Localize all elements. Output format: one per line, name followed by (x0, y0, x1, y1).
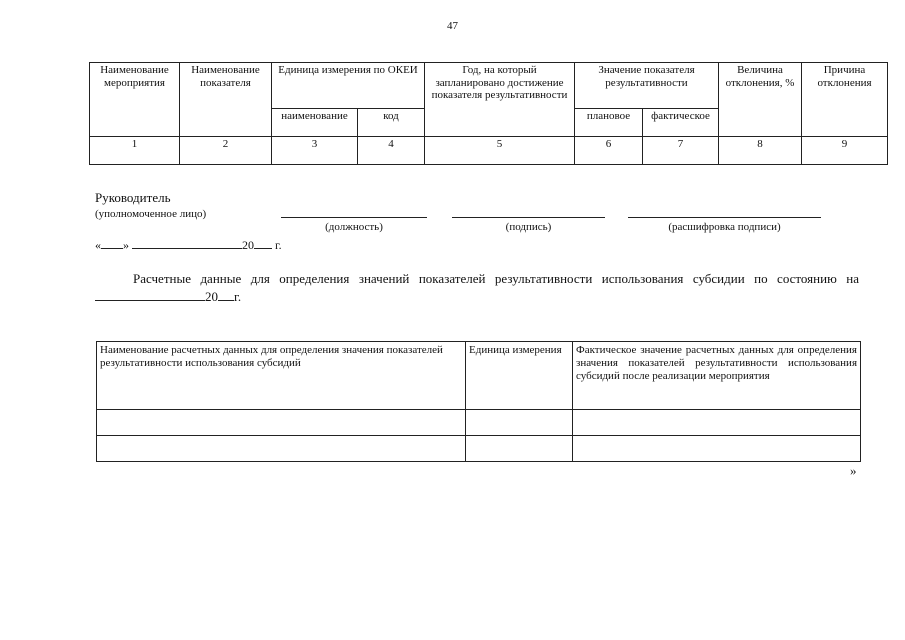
header-calc-name: Наименование расчетных данных для определения значения показателей результативности использования субсидий (97, 342, 466, 410)
closing-quote: » (850, 463, 857, 478)
calc-year-suffix: г. (234, 289, 242, 304)
day-blank (101, 236, 123, 249)
month-blank (132, 236, 242, 249)
table-cell (97, 410, 466, 436)
page-number: 47 (447, 20, 458, 32)
header-deviation-reason: Причина отклонения (802, 63, 888, 137)
decode-caption: (расшифровка подписи) (668, 221, 781, 233)
sign-line (452, 217, 605, 218)
date-open-quote: « (95, 238, 101, 252)
header-value-actual: фактическое (643, 109, 719, 137)
column-number: 9 (802, 137, 888, 165)
header-calc-unit: Единица измерения (466, 342, 573, 410)
column-number: 1 (90, 137, 180, 165)
indicator-results-table (89, 62, 888, 165)
signature-block (95, 190, 895, 250)
header-planned-year: Год, на который запланировано достижение показателя результативности (425, 63, 575, 137)
column-number: 6 (575, 137, 643, 165)
column-numbers-row (90, 137, 888, 165)
signature-title: Руководитель (95, 190, 171, 205)
header-value-planned: плановое (575, 109, 643, 137)
column-number: 7 (643, 137, 719, 165)
header-unit-code: код (358, 109, 425, 137)
header-deviation: Величина отклонения, % (719, 63, 802, 137)
year-prefix: 20 (242, 238, 254, 252)
position-caption: (должность) (325, 221, 383, 233)
decode-line (628, 217, 821, 218)
header-unit-okei: Единица измерения по ОКЕИ (272, 63, 425, 109)
position-line (281, 217, 427, 218)
table-cell (573, 410, 861, 436)
column-number: 8 (719, 137, 802, 165)
header-indicator-value: Значение показателя результативности (575, 63, 719, 109)
date-blank (95, 288, 205, 301)
header-event-name: Наименование мероприятия (90, 63, 180, 137)
table-row (97, 410, 861, 436)
year-suffix: г. (275, 238, 282, 252)
column-number: 5 (425, 137, 575, 165)
column-number: 2 (180, 137, 272, 165)
date-close-quote: » (123, 238, 129, 252)
table-cell (466, 436, 573, 462)
calc-paragraph-text: Расчетные данные для определения значений показателей результативности использования субсидии по состоянию на (133, 271, 859, 286)
column-number: 4 (358, 137, 425, 165)
table-row (97, 436, 861, 462)
table-cell (573, 436, 861, 462)
column-number: 3 (272, 137, 358, 165)
calc-data-table (96, 341, 861, 462)
header-unit-name: наименование (272, 109, 358, 137)
calc-year-blank (218, 288, 234, 301)
table-cell (466, 410, 573, 436)
year-blank (254, 236, 272, 249)
calc-year-prefix: 20 (205, 289, 218, 304)
signature-date (95, 236, 282, 253)
header-calc-actual: Фактическое значение расчетных данных для определения значения показателей результативности использования субсидий после реализации мероприятия (573, 342, 861, 410)
header-indicator-name: Наименование показателя (180, 63, 272, 137)
signature-subtitle: (уполномоченное лицо) (95, 208, 207, 220)
calc-data-paragraph (95, 270, 859, 306)
table-cell (97, 436, 466, 462)
sign-caption: (подпись) (505, 221, 552, 233)
